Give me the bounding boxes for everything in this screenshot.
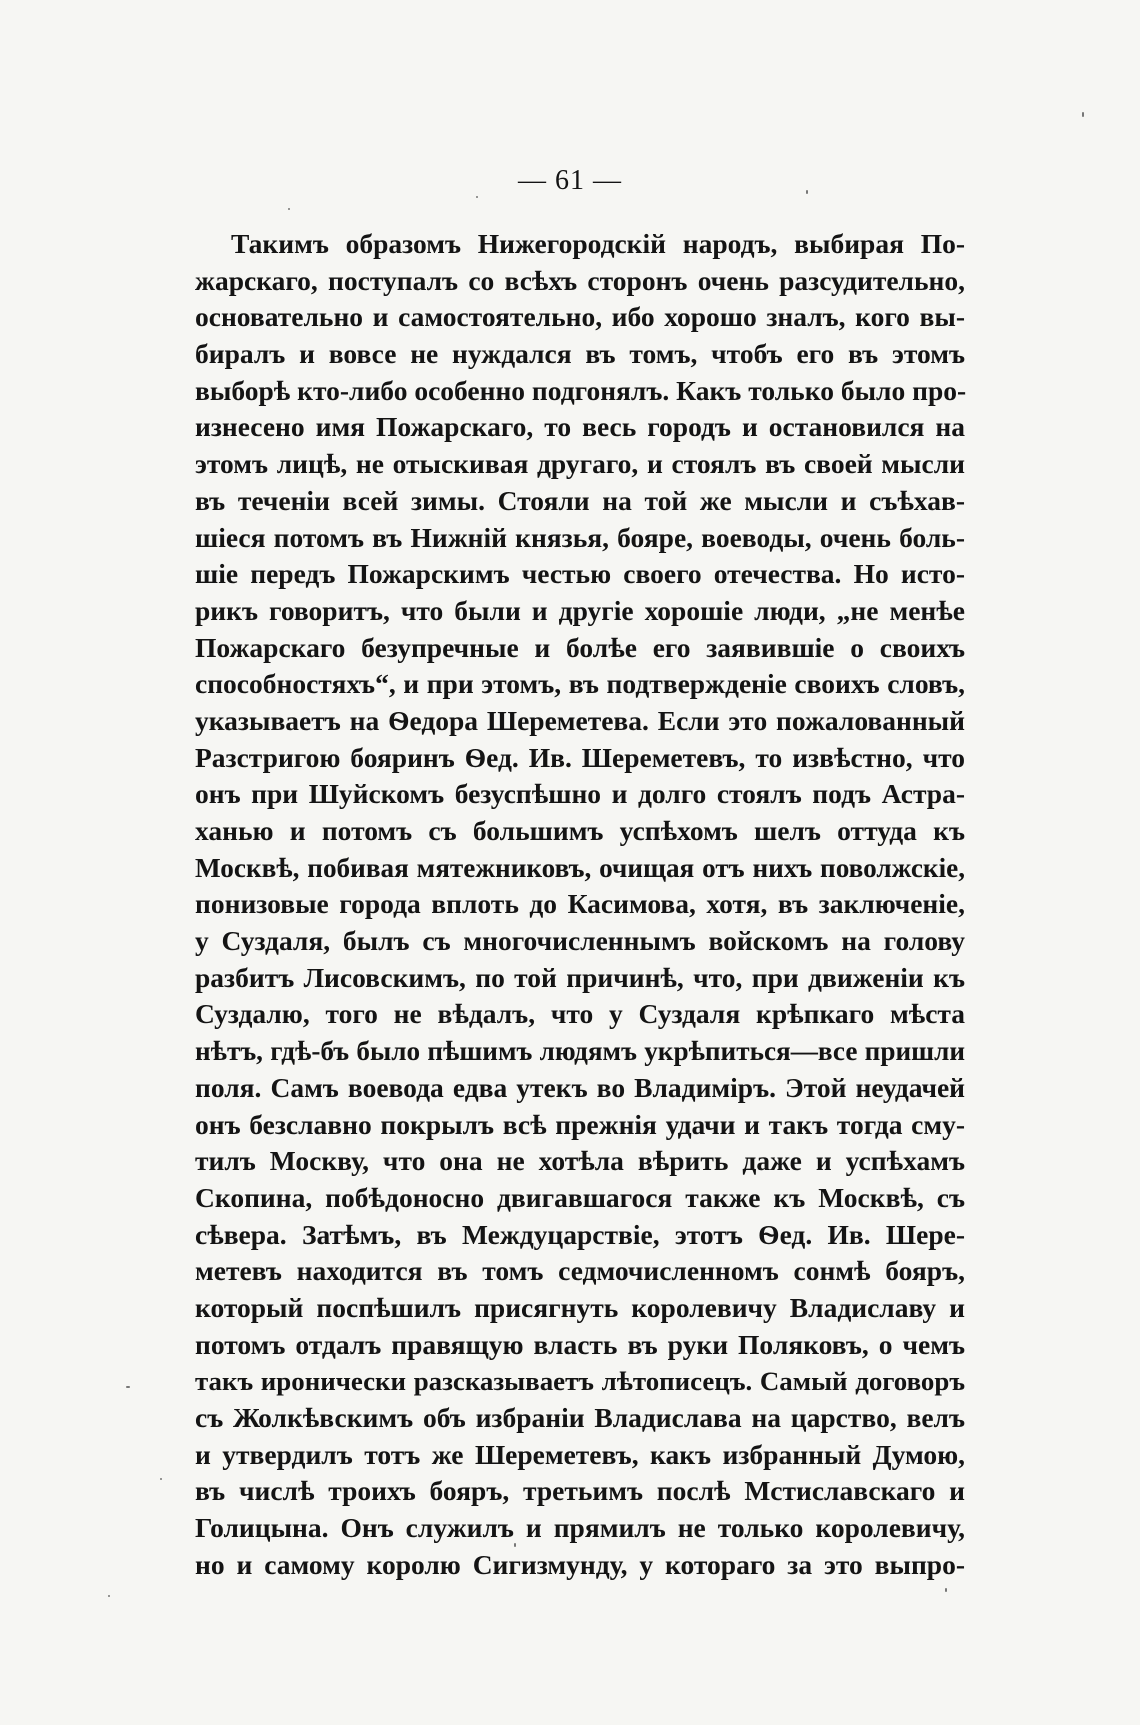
text-line: Такимъ образомъ Нижегородскій народъ, выбирая По- xyxy=(231,228,965,259)
text-line: съ Жолкѣвскимъ объ избраніи Владислава на царство, велъ xyxy=(195,1402,965,1433)
text-line: потомъ отдалъ правящую власть въ руки Поляковъ, о чемъ xyxy=(195,1328,965,1360)
text-line: выборѣ кто-либо особенно подгонялъ. Какъ только было про- xyxy=(195,374,967,406)
text-line: шіе передъ Пожарскимъ честью своего отечества. Но исто- xyxy=(195,558,965,590)
text-line: разбитъ Лисовскимъ, по той причинѣ, что, при движеніи къ xyxy=(195,961,965,993)
text-line: онъ безславно покрылъ всѣ прежнія удачи и такъ тогда сму- xyxy=(195,1108,965,1140)
page-number: — 61 — xyxy=(518,165,622,196)
text-line: Москвѣ, побивая мятежниковъ, очищая отъ нихъ поволжскіе, xyxy=(195,852,965,883)
text-line: ханью и потомъ съ большимъ успѣхомъ шелъ оттуда къ xyxy=(195,815,965,846)
text-line: но и самому королю Сигизмунду, у котораго за это выпро- xyxy=(195,1548,965,1580)
text-line: нѣтъ, гдѣ-бъ было пѣшимъ людямъ укрѣпиться—все пришли xyxy=(195,1036,965,1067)
text-line: въ теченіи всей зимы. Стояли на той же мысли и съѣхав- xyxy=(195,484,965,516)
text-line: изнесено имя Пожарскаго, то весь городъ и остановился на xyxy=(195,411,965,443)
text-line: въ числѣ троихъ бояръ, третьимъ послѣ Мстиславскаго и xyxy=(195,1475,965,1507)
text-line: тилъ Москву, что она не хотѣла вѣрить даже и успѣхамъ xyxy=(195,1145,965,1177)
text-line: сѣвера. Затѣмъ, въ Междуцарствіе, этотъ Ѳед. Ив. Шере- xyxy=(195,1218,965,1250)
scan-speck xyxy=(514,1543,516,1547)
scan-speck xyxy=(126,1386,130,1388)
text-line: Разстригою бояринъ Ѳед. Ив. Шереметевъ, то извѣстно, что xyxy=(195,741,965,773)
scan-speck xyxy=(108,1595,110,1597)
text-line: указываетъ на Ѳедора Шереметева. Если это пожалованный xyxy=(195,704,965,736)
text-line: этомъ лицѣ, не отыскивая другаго, и стоялъ въ своей мысли xyxy=(195,448,965,480)
scan-speck xyxy=(288,208,290,210)
scan-speck xyxy=(806,190,808,194)
text-line: у Суздаля, былъ съ многочисленнымъ войскомъ на голову xyxy=(195,925,965,957)
text-line: основательно и самостоятельно, ибо хорошо зналъ, кого вы- xyxy=(195,301,965,333)
text-line: поля. Самъ воевода едва утекъ во Владиміръ. Этой неудачей xyxy=(195,1071,965,1103)
scan-speck xyxy=(476,196,478,198)
text-line: который поспѣшилъ присягнуть королевичу Владиславу и xyxy=(195,1291,965,1323)
text-line: шіеся потомъ въ Нижній князья, бояре, воеводы, очень боль- xyxy=(195,521,965,553)
scan-speck xyxy=(1082,112,1084,117)
scan-speck xyxy=(160,1478,162,1480)
text-line: Голицына. Онъ служилъ и прямилъ не только королевичу, xyxy=(195,1512,965,1544)
text-line: биралъ и вовсе не нуждался въ томъ, чтобъ его въ этомъ xyxy=(195,338,965,370)
text-line: жарскаго, поступалъ со всѣхъ сторонъ очень разсудительно, xyxy=(195,264,965,296)
scan-speck xyxy=(945,1588,947,1592)
text-line: и утвердилъ тотъ же Шереметевъ, какъ избранный Думою, xyxy=(195,1438,965,1470)
text-line: онъ при Шуйскомъ безуспѣшно и долго стоялъ подъ Астра- xyxy=(195,778,965,810)
text-line: метевъ находится въ томъ седмочисленномъ сонмѣ бояръ, xyxy=(195,1255,965,1287)
body-text xyxy=(195,226,965,1583)
text-line: Пожарскаго безупречные и болѣе его заявившіе о своихъ xyxy=(195,631,965,663)
text-line: рикъ говоритъ, что были и другіе хорошіе люди, „не менѣе xyxy=(195,594,965,626)
text-line: Скопина, побѣдоносно двигавшагося также къ Москвѣ, съ xyxy=(195,1181,965,1213)
text-line: понизовые города вплоть до Касимова, хотя, въ заключеніе, xyxy=(195,888,965,920)
text-line: Суздалю, того не вѣдалъ, что у Суздаля крѣпкаго мѣста xyxy=(195,998,965,1030)
text-line: такъ иронически разсказываетъ лѣтописецъ. Самый договоръ xyxy=(195,1366,965,1397)
text-line: способностяхъ“, и при этомъ, въ подтвержденіе своихъ словъ, xyxy=(195,668,965,700)
